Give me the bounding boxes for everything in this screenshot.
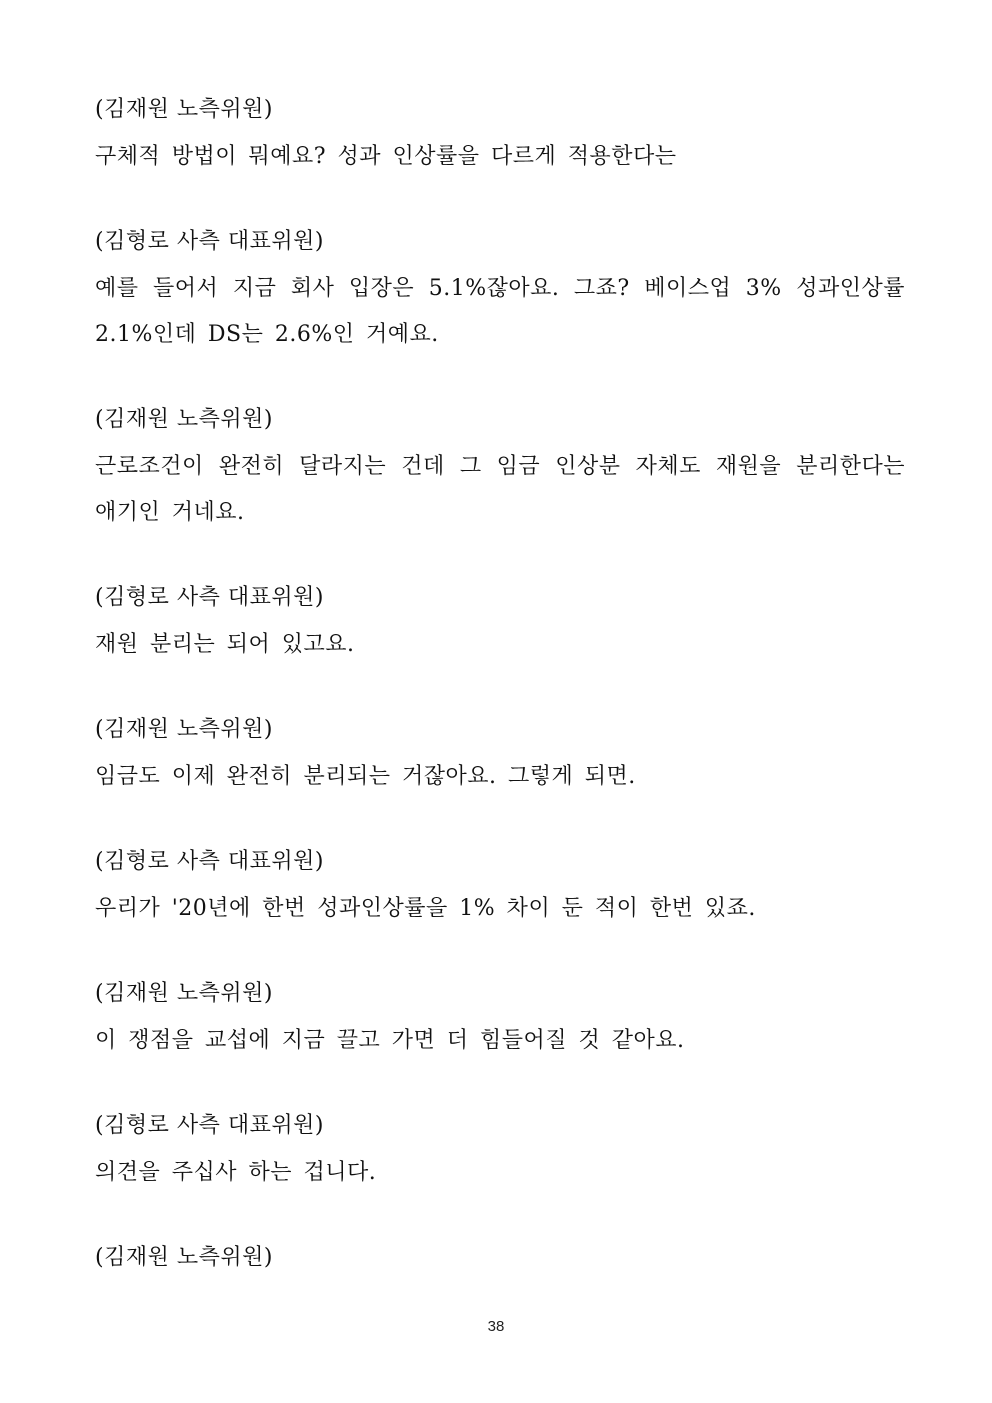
speaker-label: (김형로 사측 대표위원) — [95, 1113, 324, 1138]
dialogue-entry — [95, 1236, 905, 1280]
speaker-label: (김형로 사측 대표위원) — [95, 585, 324, 610]
utterance-text: 이 쟁점을 교섭에 지금 끌고 가면 더 힘들어질 것 같아요. — [95, 1028, 685, 1053]
utterance-text: 우리가 '20년에 한번 성과인상률을 1% 차이 둔 적이 한번 있죠. — [95, 896, 756, 921]
dialogue-entry — [95, 1104, 905, 1196]
speaker-label: (김재원 노측위원) — [95, 981, 273, 1006]
transcript — [95, 88, 905, 1320]
utterance-text: 임금도 이제 완전히 분리되는 거잖아요. 그렇게 되면. — [95, 764, 636, 789]
utterance-text: 근로조건이 완전히 달라지는 건데 그 임금 인상분 자체도 재원을 분리한다는 애기인 거네요. — [95, 454, 905, 525]
dialogue-entry — [95, 972, 905, 1064]
speaker-label: (김재원 노측위원) — [95, 717, 273, 742]
dialogue-entry — [95, 708, 905, 800]
speaker-label: (김재원 노측위원) — [95, 1245, 273, 1270]
page-number: 38 — [487, 1318, 505, 1335]
dialogue-entry — [95, 220, 905, 358]
speaker-label: (김재원 노측위원) — [95, 97, 273, 122]
speaker-label: (김재원 노측위원) — [95, 407, 273, 432]
utterance-text: 예를 들어서 지금 회사 입장은 5.1%잖아요. 그죠? 베이스업 3% 성과인상률 2.1%인데 DS는 2.6%인 거예요. — [95, 276, 905, 347]
dialogue-entry — [95, 840, 905, 932]
dialogue-entry — [95, 398, 905, 536]
utterance-text: 재원 분리는 되어 있고요. — [95, 632, 355, 657]
utterance-text: 구체적 방법이 뭐예요? 성과 인상률을 다르게 적용한다는 — [95, 144, 677, 169]
dialogue-entry — [95, 576, 905, 668]
dialogue-entry — [95, 88, 905, 180]
utterance-text: 의견을 주십사 하는 겁니다. — [95, 1160, 377, 1185]
speaker-label: (김형로 사측 대표위원) — [95, 229, 324, 254]
speaker-label: (김형로 사측 대표위원) — [95, 849, 324, 874]
